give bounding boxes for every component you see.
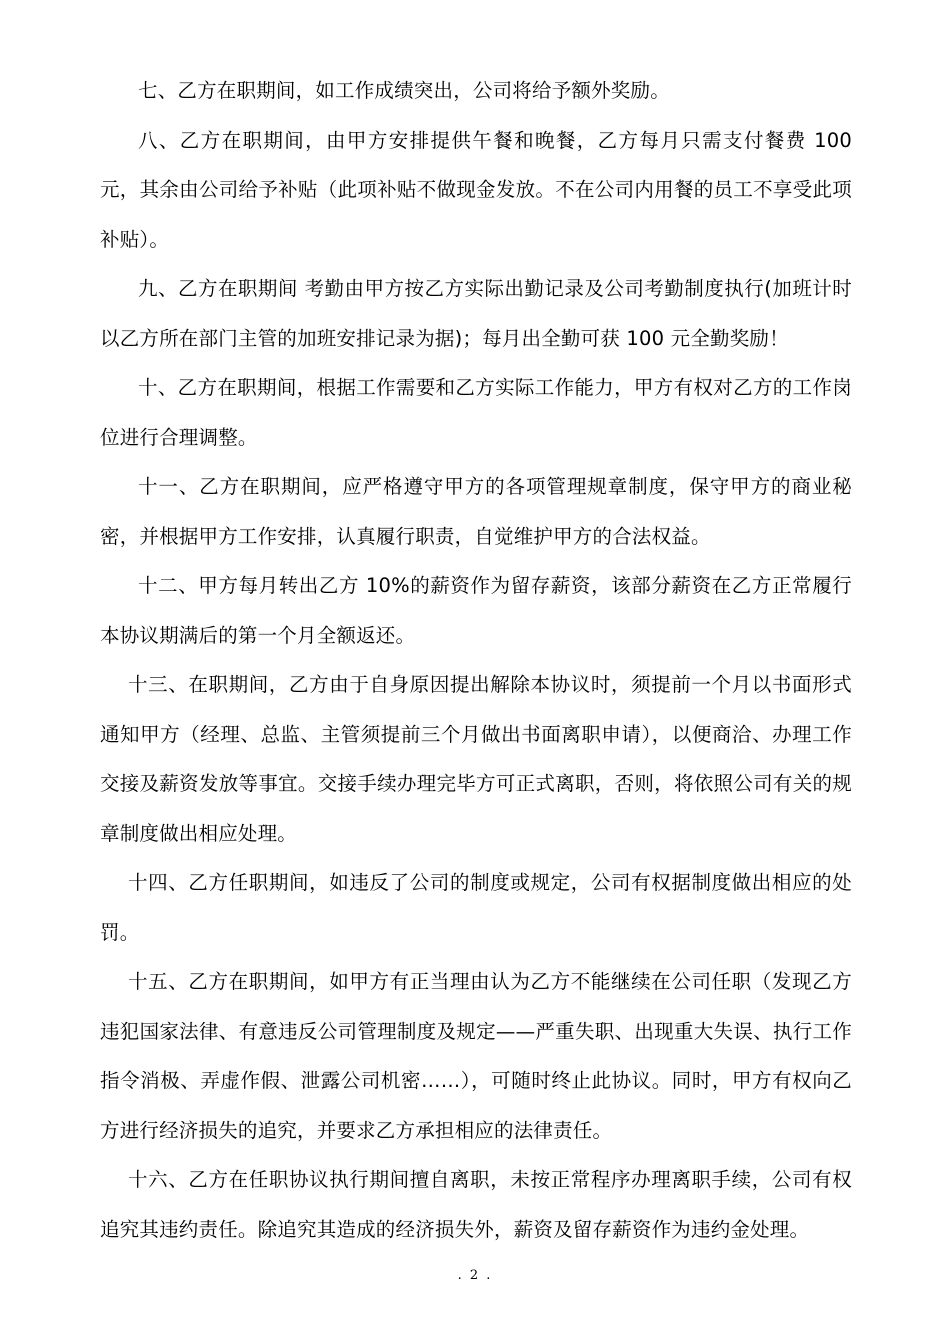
clause-16: 十六、乙方在任职协议执行期间擅自离职，未按正常程序办理离职手续，公司有权追究其违约责任。除追究其造成的经济损失外，薪资及留存薪资作为违约金处理。 (100, 1168, 852, 1241)
clause-14: 十四、乙方任职期间，如违反了公司的制度或规定，公司有权据制度做出相应的处罚。 (100, 871, 852, 944)
clause-15: 十五、乙方在职期间，如甲方有正当理由认为乙方不能继续在公司任职（发现乙方违犯国家法律、有意违反公司管理制度及规定——严重失职、出现重大失误、执行工作指令消极、弄虚作假、泄露公司机密……），可随时终止此协议。同时，甲方有权向乙方进行经济损失的追究，并要求乙方承担相应的法律责任。 (100, 970, 852, 1142)
clause-10: 十、乙方在职期间，根据工作需要和乙方实际工作能力，甲方有权对乙方的工作岗位进行合理调整。 (100, 376, 852, 449)
page-number: . 2 . (457, 1268, 493, 1283)
clause-9: 九、乙方在职期间 考勤由甲方按乙方实际出勤记录及公司考勤制度执行(加班计时以乙方所在部门主管的加班安排记录为据)；每月出全勤可获 100 元全勤奖励！ (100, 277, 852, 350)
clause-11: 十一、乙方在职期间，应严格遵守甲方的各项管理规章制度，保守甲方的商业秘密，并根据甲方工作安排，认真履行职责，自觉维护甲方的合法权益。 (100, 475, 852, 548)
clause-8: 八、乙方在职期间，由甲方安排提供午餐和晚餐，乙方每月只需支付餐费 100 元，其余由公司给予补贴（此项补贴不做现金发放。不在公司内用餐的员工不享受此项补贴）。 (100, 128, 852, 251)
clause-12: 十二、甲方每月转出乙方 10%的薪资作为留存薪资，该部分薪资在乙方正常履行本协议期满后的第一个月全额返还。 (100, 574, 852, 647)
clause-13: 十三、在职期间，乙方由于自身原因提出解除本协议时，须提前一个月以书面形式通知甲方（经理、总监、主管须提前三个月做出书面离职申请），以便商洽、办理工作交接及薪资发放等事宜。交接手续办理完毕方可正式离职，否则，将依照公司有关的规章制度做出相应处理。 (100, 673, 852, 845)
clause-7: 七、乙方在职期间，如工作成绩突出，公司将给予额外奖励。 (138, 79, 670, 102)
document-body (100, 66, 852, 1254)
